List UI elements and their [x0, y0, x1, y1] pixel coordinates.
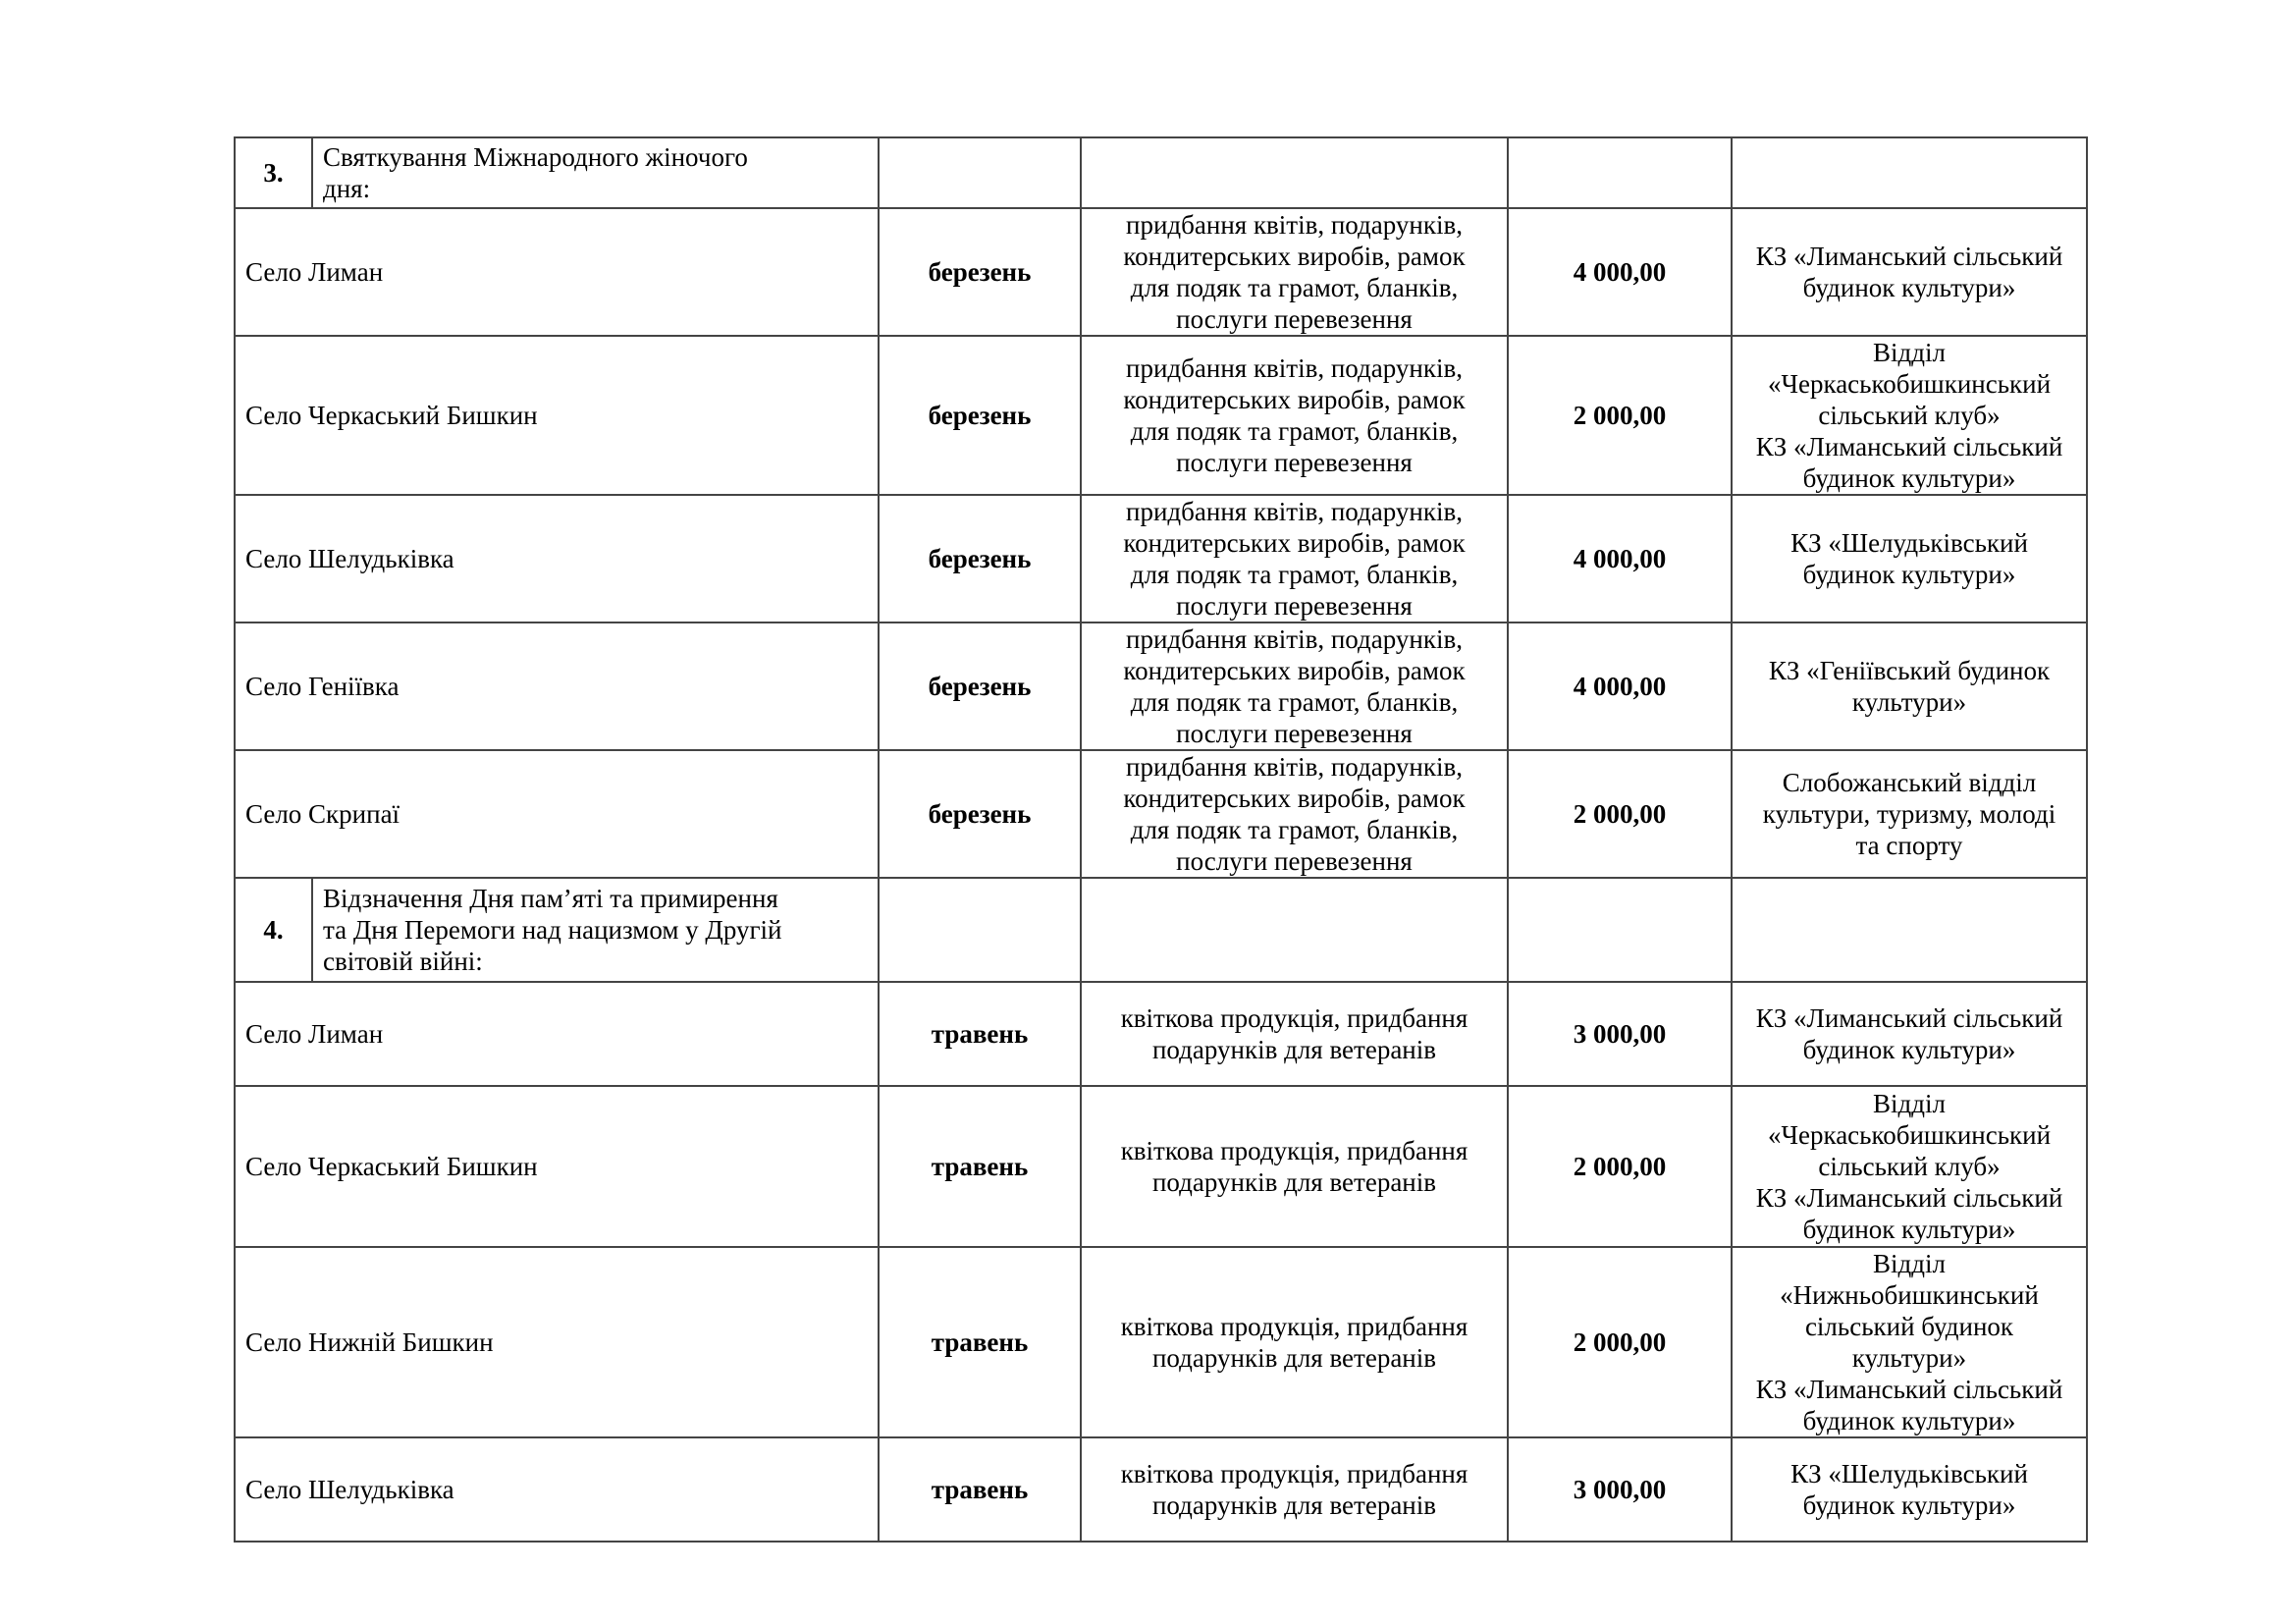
expense-description-line: кондитерських виробів, рамок: [1123, 385, 1466, 414]
responsible-org: [1732, 623, 2087, 750]
expense-description-line: придбання квітів, подарунків,: [1126, 497, 1463, 526]
expense-description: [1081, 1086, 1508, 1247]
expense-description: [1081, 982, 1508, 1086]
expense-description-line: для подяк та грамот, бланків,: [1130, 416, 1459, 446]
village-name: Село Лиман: [235, 982, 879, 1086]
responsible-org-line: та спорту: [1855, 831, 1963, 860]
section-title: [312, 137, 879, 208]
expense-description-line: придбання квітів, подарунків,: [1126, 353, 1463, 383]
section-title-line: Святкування Міжнародного жіночого: [323, 142, 748, 172]
expense-description-line: кондитерських виробів, рамок: [1123, 528, 1466, 558]
table-row: [235, 1247, 2087, 1437]
table-row: [235, 982, 2087, 1086]
expense-description: [1081, 495, 1508, 623]
village-name: Село Шелудьківка: [235, 495, 879, 623]
expense-amount: 2 000,00: [1508, 1086, 1732, 1247]
village-name: Село Черкаський Бишкин: [235, 1086, 879, 1247]
empty-cell: [879, 137, 1081, 208]
empty-cell: [1508, 137, 1732, 208]
events-plan-body: [235, 137, 2087, 1542]
table-row: [235, 750, 2087, 878]
responsible-org-line: КЗ «Лиманський сільський: [1755, 1375, 2063, 1404]
responsible-org-line: культури»: [1851, 687, 1967, 717]
event-month: травень: [879, 1437, 1081, 1542]
event-month: травень: [879, 1086, 1081, 1247]
expense-description-line: кондитерських виробів, рамок: [1123, 242, 1466, 271]
responsible-org: [1732, 1086, 2087, 1247]
village-name: Село Геніївка: [235, 623, 879, 750]
section-title-line: Відзначення Дня пам’яті та примирення: [323, 884, 778, 913]
responsible-org-line: КЗ «Лиманський сільський: [1755, 432, 2063, 461]
expense-description-line: подарунків для ветеранів: [1151, 1167, 1437, 1197]
expense-amount: 2 000,00: [1508, 750, 1732, 878]
responsible-org: [1732, 1247, 2087, 1437]
expense-description-line: квіткова продукція, придбання: [1120, 1312, 1468, 1341]
responsible-org-line: сільський клуб»: [1818, 1152, 2001, 1181]
responsible-org-line: будинок культури»: [1802, 560, 2016, 589]
responsible-org-line: Відділ: [1873, 338, 1946, 367]
expense-amount: 3 000,00: [1508, 1437, 1732, 1542]
responsible-org-line: КЗ «Лиманський сільський: [1755, 242, 2063, 271]
section-header-row: [235, 137, 2087, 208]
section-title: [312, 878, 879, 982]
expense-description: [1081, 750, 1508, 878]
event-month: березень: [879, 623, 1081, 750]
empty-cell: [879, 878, 1081, 982]
expense-description-line: послуги перевезення: [1176, 591, 1413, 621]
table-row: [235, 1086, 2087, 1247]
expense-description-line: послуги перевезення: [1176, 846, 1413, 876]
responsible-org: [1732, 336, 2087, 495]
section-title-line: світовій війні:: [323, 947, 483, 976]
responsible-org-line: будинок культури»: [1802, 1215, 2016, 1244]
event-month: березень: [879, 208, 1081, 336]
expense-description-line: подарунків для ветеранів: [1151, 1490, 1437, 1520]
empty-cell: [1732, 137, 2087, 208]
village-name: Село Черкаський Бишкин: [235, 336, 879, 495]
expense-description: [1081, 1437, 1508, 1542]
expense-description-line: квіткова продукція, придбання: [1120, 1459, 1468, 1489]
expense-amount: 4 000,00: [1508, 623, 1732, 750]
village-name: Село Скрипаї: [235, 750, 879, 878]
events-plan-table: [234, 136, 2088, 1543]
village-name: Село Нижній Бишкин: [235, 1247, 879, 1437]
responsible-org-line: КЗ «Геніївський будинок: [1768, 656, 2051, 685]
section-title-line: та Дня Перемоги над нацизмом у Другій: [323, 915, 782, 945]
responsible-org-line: «Черкаськобишкинський: [1767, 369, 2052, 399]
responsible-org-line: КЗ «Лиманський сільський: [1755, 1183, 2063, 1213]
table-row: [235, 1437, 2087, 1542]
event-month: березень: [879, 750, 1081, 878]
responsible-org-line: КЗ «Лиманський сільський: [1755, 1003, 2063, 1033]
expense-description-line: для подяк та грамот, бланків,: [1130, 273, 1459, 302]
expense-description-line: послуги перевезення: [1176, 719, 1413, 748]
section-number: 3.: [235, 137, 312, 208]
responsible-org-line: КЗ «Шелудьківський: [1790, 528, 2028, 558]
expense-description-line: для подяк та грамот, бланків,: [1130, 815, 1459, 844]
responsible-org-line: Відділ: [1873, 1089, 1946, 1118]
expense-amount: 2 000,00: [1508, 1247, 1732, 1437]
responsible-org: [1732, 750, 2087, 878]
table-row: [235, 495, 2087, 623]
responsible-org-line: будинок культури»: [1802, 463, 2016, 493]
table-row: [235, 208, 2087, 336]
responsible-org-line: сільський клуб»: [1818, 401, 2001, 430]
expense-description-line: для подяк та грамот, бланків,: [1130, 687, 1459, 717]
responsible-org-line: культури»: [1851, 1343, 1967, 1373]
expense-description-line: придбання квітів, подарунків,: [1126, 210, 1463, 240]
event-month: березень: [879, 336, 1081, 495]
responsible-org-line: будинок культури»: [1802, 1490, 2016, 1520]
responsible-org-line: будинок культури»: [1802, 273, 2016, 302]
expense-description-line: придбання квітів, подарунків,: [1126, 752, 1463, 782]
expense-description: [1081, 623, 1508, 750]
expense-description-line: придбання квітів, подарунків,: [1126, 624, 1463, 654]
responsible-org: [1732, 495, 2087, 623]
section-header-row: [235, 878, 2087, 982]
event-month: березень: [879, 495, 1081, 623]
section-title-line: дня:: [323, 174, 371, 203]
expense-description-line: квіткова продукція, придбання: [1120, 1003, 1468, 1033]
responsible-org: [1732, 982, 2087, 1086]
expense-description-line: подарунків для ветеранів: [1151, 1343, 1437, 1373]
responsible-org: [1732, 208, 2087, 336]
village-name: Село Лиман: [235, 208, 879, 336]
expense-description-line: квіткова продукція, придбання: [1120, 1136, 1468, 1165]
responsible-org-line: Слобожанський відділ: [1782, 768, 2037, 797]
responsible-org-line: «Нижньобишкинський: [1780, 1280, 2039, 1310]
empty-cell: [1732, 878, 2087, 982]
expense-amount: 4 000,00: [1508, 208, 1732, 336]
village-name: Село Шелудьківка: [235, 1437, 879, 1542]
expense-description-line: для подяк та грамот, бланків,: [1130, 560, 1459, 589]
expense-description-line: кондитерських виробів, рамок: [1123, 656, 1466, 685]
responsible-org-line: культури, туризму, молоді: [1762, 799, 2056, 829]
expense-description-line: кондитерських виробів, рамок: [1123, 784, 1466, 813]
responsible-org-line: будинок культури»: [1802, 1406, 2016, 1435]
responsible-org-line: Відділ: [1873, 1249, 1946, 1278]
expense-amount: 2 000,00: [1508, 336, 1732, 495]
table-row: [235, 623, 2087, 750]
responsible-org: [1732, 1437, 2087, 1542]
event-month: травень: [879, 1247, 1081, 1437]
responsible-org-line: «Черкаськобишкинський: [1767, 1120, 2052, 1150]
responsible-org-line: сільський будинок: [1804, 1312, 2014, 1341]
responsible-org-line: будинок культури»: [1802, 1035, 2016, 1064]
expense-amount: 4 000,00: [1508, 495, 1732, 623]
empty-cell: [1081, 878, 1508, 982]
expense-description: [1081, 208, 1508, 336]
expense-description-line: подарунків для ветеранів: [1151, 1035, 1437, 1064]
expense-description-line: послуги перевезення: [1176, 304, 1413, 334]
event-month: травень: [879, 982, 1081, 1086]
expense-description: [1081, 336, 1508, 495]
responsible-org-line: КЗ «Шелудьківський: [1790, 1459, 2028, 1489]
expense-amount: 3 000,00: [1508, 982, 1732, 1086]
empty-cell: [1081, 137, 1508, 208]
expense-description: [1081, 1247, 1508, 1437]
empty-cell: [1508, 878, 1732, 982]
table-row: [235, 336, 2087, 495]
expense-description-line: послуги перевезення: [1176, 448, 1413, 477]
section-number: 4.: [235, 878, 312, 982]
